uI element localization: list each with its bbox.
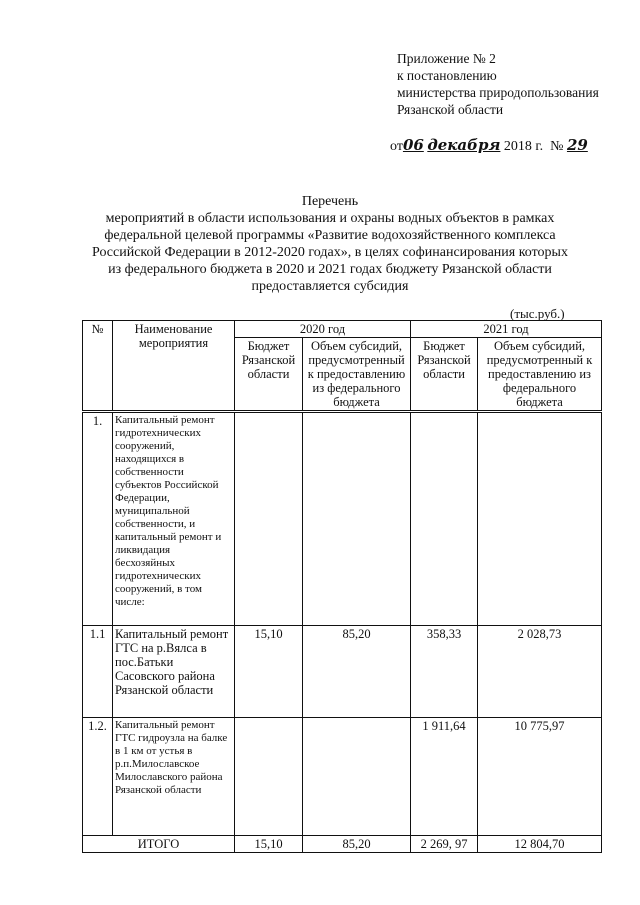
decree-number: 29: [566, 136, 588, 154]
header-num: №: [83, 321, 113, 412]
row-budget-2020: [235, 718, 303, 836]
total-label: ИТОГО: [83, 836, 235, 853]
appendix-block: [397, 50, 599, 118]
appendix-line-4: Рязанской области: [397, 102, 504, 117]
row-name: Капитальный ремонт ГТС гидроузла на балке в 1 км от устья в р.п.Милославское Милославского района Рязанской области: [113, 718, 235, 836]
row-subsidy-2021: [478, 412, 602, 626]
row-subsidy-2020: [303, 718, 411, 836]
row-subsidy-2021: 2 028,73: [478, 626, 602, 718]
appendix-line-1: Приложение № 2: [397, 51, 496, 66]
heading-line-2: федеральной целевой программы «Развитие водохозяйственного комплекса: [104, 228, 556, 243]
subsidy-table: [82, 320, 602, 853]
row-subsidy-2020: 85,20: [303, 626, 411, 718]
units-label: (тыс.руб.): [510, 306, 565, 321]
total-budget-2020: 15,10: [235, 836, 303, 853]
header-budget-2021: Бюджет Рязанской области: [411, 338, 478, 412]
table-header-row-1: [83, 321, 602, 338]
row-num: 1.2.: [83, 718, 113, 836]
table-row: [83, 718, 602, 836]
row-num: 1.: [83, 412, 113, 626]
header-year-2021: 2021 год: [411, 321, 602, 338]
number-label: №: [550, 139, 564, 154]
decree-date-line: [390, 136, 588, 155]
row-subsidy-2020: [303, 412, 411, 626]
date-month: декабря: [427, 136, 501, 154]
date-prefix: от: [390, 139, 403, 154]
total-budget-2021: 2 269, 97: [411, 836, 478, 853]
date-year: 2018 г.: [503, 139, 544, 154]
row-name: Капитальный ремонт гидротехнических сооружений, находящихся в собственности субъектов Российской Федерации, муниципальной собственности, и капитальный ремонт и ликвидация бесхозяйных гидротехнических сооружений, в том числе:: [113, 412, 235, 626]
total-subsidy-2021: 12 804,70: [478, 836, 602, 853]
heading-title: Перечень: [301, 194, 359, 209]
total-subsidy-2020: 85,20: [303, 836, 411, 853]
row-budget-2021: [411, 412, 478, 626]
header-name: Наименование мероприятия: [113, 321, 235, 412]
heading-line-4: из федерального бюджета в 2020 и 2021 годах бюджету Рязанской области: [108, 262, 552, 277]
document-heading: [70, 193, 590, 295]
appendix-line-3: министерства природопользования: [397, 85, 599, 100]
row-budget-2021: 1 911,64: [411, 718, 478, 836]
heading-line-5: предоставляется субсидия: [251, 279, 409, 294]
row-budget-2020: 15,10: [235, 626, 303, 718]
table-row: [83, 626, 602, 718]
header-year-2020: 2020 год: [235, 321, 411, 338]
header-subsidy-2021: Объем субсидий, предусмотренный к предоставлению из федерального бюджета: [478, 338, 602, 412]
row-num: 1.1: [83, 626, 113, 718]
header-budget-2020: Бюджет Рязанской области: [235, 338, 303, 412]
appendix-line-2: к постановлению: [397, 68, 497, 83]
row-budget-2020: [235, 412, 303, 626]
date-day: 06: [402, 136, 424, 154]
table-total-row: [83, 836, 602, 853]
row-budget-2021: 358,33: [411, 626, 478, 718]
header-subsidy-2020: Объем субсидий, предусмотренный к предоставлению из федерального бюджета: [303, 338, 411, 412]
heading-line-3: Российской Федерации в 2012-2020 годах», в целях софинансирования которых: [92, 245, 568, 260]
heading-line-1: мероприятий в области использования и охраны водных объектов в рамках: [105, 211, 555, 226]
row-name: Капитальный ремонт ГТС на р.Вялса в пос.Батьки Сасовского района Рязанской области: [113, 626, 235, 718]
row-subsidy-2021: 10 775,97: [478, 718, 602, 836]
table-row: [83, 412, 602, 626]
